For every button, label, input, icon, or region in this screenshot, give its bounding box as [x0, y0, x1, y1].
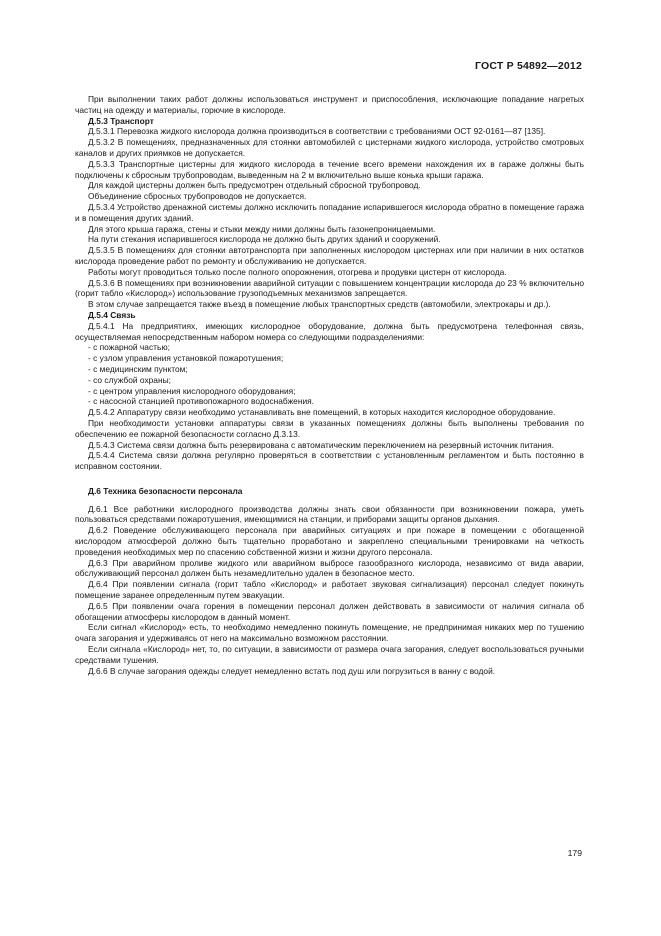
section-heading: Д.5.4 Связь	[88, 309, 136, 320]
list-item: - с пожарной частью;	[88, 342, 170, 353]
list-item: - с центром управления кислородного оборудования;	[88, 385, 296, 396]
paragraph: Д.6.1 Все работники кислородного производства должны знать свои обязанности при возникновении пожара, уметь пользоваться средствами пожаротушения, имеющимися на станции, и приборами защиты органов дыхания.	[75, 503, 584, 525]
paragraph: Работы могут проводиться только после полного опорожнения, отогрева и продувки цистерн от кислорода.	[88, 266, 507, 277]
paragraph: Для каждой цистерны должен быть предусмотрен отдельный сбросной трубопровод.	[88, 180, 421, 191]
paragraph: Д.6.3 При аварийном проливе жидкого или аварийном выбросе газообразного кислорода, независимо от вида аварии, обслуживающий персонал должен быть незамедлительно удален в безопасное место.	[75, 557, 584, 579]
paragraph: Д.5.4.4 Система связи должна регулярно проверяться в соответствии с установленным регламентом и быть постоянно в исправном состоянии.	[75, 450, 584, 472]
paragraph: Д.6.2 Поведение обслуживающего персонала при аварийных ситуациях и при пожаре в помещении с обогащенной кислородом атмосферой должно быть тщательно проработано и закреплено специальными тренировками на четкость проведения необходимых мер по спасению собственной жизни и жизни другого персонала.	[75, 525, 584, 557]
paragraph: Если сигнал «Кислород» есть, то необходимо немедленно покинуть помещение, не предпринимая никаких мер по тушению очага загорания и удерживаясь от него на максимально возможном расстоянии.	[75, 622, 584, 644]
list-item: - с медицинским пунктом;	[88, 363, 188, 374]
paragraph: Если сигнала «Кислород» нет, то, по ситуации, в зависимости от размера очага загорания, следует воспользоваться ручными средствами тушения.	[75, 644, 584, 665]
list-item: - с узлом управления установкой пожаротушения;	[88, 353, 284, 364]
paragraph: Д.5.3.4 Устройство дренажной системы должно исключить попадание испарившегося кислорода обратно в помещение гаража и в помещения других зданий.	[75, 201, 584, 223]
section-heading: Д.5.3 Транспорт	[88, 115, 154, 126]
paragraph: Д.5.3.1 Перевозка жидкого кислорода должна производиться в соответствии с требованиями ОСТ 92-0161—87 [135].	[88, 126, 546, 137]
paragraph: Д.5.3.5 В помещениях для стоянки автотранспорта при заполненных кислородом цистернах или при наличии в них остатков кислорода проведение работ по ремонту и обслуживанию не допускается.	[75, 245, 584, 266]
page-number: 179	[567, 848, 582, 858]
paragraph: При выполнении таких работ должны использоваться инструмент и приспособления, исключающие попадание нагретых частиц на одежду и материалы, горючие в кислороде.	[75, 94, 584, 115]
paragraph: Д.5.4.3 Система связи должна быть резервирована с автоматическим переключением на резервный источник питания.	[88, 439, 554, 450]
paragraph: Д.5.4.1 На предприятиях, имеющих кислородное оборудование, должна быть предусмотрена телефонная связь, осуществляемая непосредственным набором номера со следующими подразделениями:	[75, 320, 584, 342]
paragraph: Д.5.3.2 В помещениях, предназначенных для стоянки автомобилей с цистернами жидкого кислорода, устройство смотровых каналов и других приямков не допускается.	[75, 137, 584, 158]
document-body	[75, 94, 584, 676]
paragraph: Д.6.6 В случае загорания одежды следует немедленно встать под душ или погрузиться в ванну с водой.	[88, 665, 496, 676]
paragraph: При необходимости установки аппаратуры связи в указанных помещениях должны быть выполнены требования по обеспечению ее пожарной безопасности согласно Д.3.13.	[75, 417, 584, 439]
paragraph: Д.6.5 При появлении очага горения в помещении персонал должен действовать в зависимости от наличия сигнала об обогащении атмосферы кислородом в данный момент.	[75, 600, 584, 622]
list-item: - с насосной станцией противопожарного водоснабжения.	[88, 396, 314, 407]
paragraph: Д.5.3.6 В помещениях при возникновении аварийной ситуации с повышением концентрации кислорода до 23 % включительно (горит табло «Кислород») использование грузоподъемных механизмов запрещается.	[75, 277, 584, 299]
paragraph: В этом случае запрещается также въезд в помещение любых транспортных средств (автомобили, электрокары и др.).	[88, 299, 551, 310]
paragraph: Для этого крыша гаража, стены и стыки между ними должны быть газонепроницаемыми.	[88, 223, 436, 234]
paragraph: Д.5.4.2 Аппаратуру связи необходимо устанавливать вне помещений, в которых находится кислородное оборудование.	[88, 407, 556, 418]
list-item: - со службой охраны;	[88, 374, 171, 385]
section-heading: Д.6 Техника безопасности персонала	[88, 485, 243, 496]
paragraph: На пути стекания испарившегося кислорода не должно быть других зданий и сооружений.	[88, 234, 441, 245]
paragraph: Д.5.3.3 Транспортные цистерны для жидкого кислорода в течение всего времени нахождения их в гараже должны быть подключены к сбросным трубопроводам, выведенным на 2 м включительно выше конька крыши гаража.	[75, 158, 584, 180]
paragraph: Д.6.4 При появлении сигнала (горит табло «Кислород» и работает звуковая сигнализация) персонал следует покинуть помещение заранее определенным путем эвакуации.	[75, 579, 584, 601]
page-header-standard: ГОСТ Р 54892—2012	[474, 60, 582, 72]
paragraph: Объединение сбросных трубопроводов не допускается.	[88, 191, 307, 202]
